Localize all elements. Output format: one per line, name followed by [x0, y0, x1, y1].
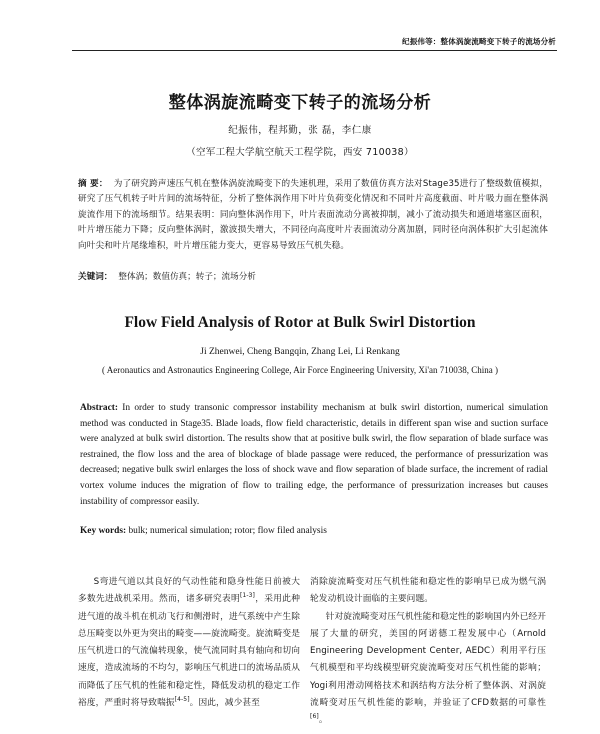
abstract-chinese [78, 177, 548, 254]
keywords-english [80, 526, 548, 536]
authors-english: Ji Zhenwei, Cheng Bangqin, Zhang Lei, Li Renkang [200, 347, 400, 357]
body-text: 。 [318, 715, 328, 726]
body-text: 针对旋流畸变对压气机性能和稳定性的影响国内外已经开展了大量的研究，美国的阿诺德工程发展中心（Arnold Engineering Development Center, AEDC）利用平行压气机模型和平均线模型研究旋流畸变对压气机性能的影响；Yogi利用滑动网格技术和涡结构方法分析了整体涡、对涡旋流畸变对压气机性能的影响，并验证了CFD数据的可靠性 [310, 611, 546, 709]
affiliation-chinese: （空军工程大学航空航天工程学院，西安 710038） [186, 147, 414, 158]
title-chinese: 整体涡旋流畸变下转子的流场分析 [168, 93, 432, 113]
body-paragraph: 消除旋流畸变对压气机性能和稳定性的影响早已成为燃气涡轮发动机设计面临的主要问题。 [310, 577, 546, 605]
keywords-english-label: Key words: [80, 526, 127, 536]
abstract-english-label: Abstract: [80, 403, 119, 413]
citation: [4-5] [174, 696, 190, 704]
abstract-english-text: In order to study transonic compressor instability mechanism at bulk swirl distortion, numerical simulation method was conducted in Stage35. Blade loads, flow field characteristic, details in different span wise and suction surface were analyzed at bulk swirl distortion. The results show that at positive bulk swirl, the flow separation of blade surface was restrained, the flow loss and the area of blockage of blade passage were reduced, the performance of pressurization was decreased; negative bulk swirl enlarges the loss of shock wave and flow separation of blade surface, the increment of radial vortex volume induces the migration of flow to trailing edge, the performance of pressurization increases but causes instability of compressor easily. [80, 403, 548, 507]
abstract-english [80, 401, 548, 510]
citation: [1-3] [240, 592, 255, 600]
header-rule [72, 50, 557, 51]
keywords-chinese [78, 270, 548, 282]
body-paragraph [78, 574, 300, 712]
keywords-chinese-text: 整体涡；数值仿真；转子；流场分析 [118, 272, 256, 282]
abstract-chinese-text: 为了研究跨声速压气机在整体涡旋流畸变下的失速机理，采用了数值仿真方法对Stage35进行了整级数值模拟，研究了压气机转子叶片间的流场特征，分析了整体涡作用下叶片负荷变化情况和不同叶片高度截面、叶片吸力面在整体涡旋流作用下的流场细节。结果表明：同向整体涡作用下，叶片表面流动分离被抑制，减小了流动损失和通道堵塞区面积，叶片增压能力下降；反向整体涡时，激波损失增大，不同径向高度叶片表面流动分离加剧，同时径向涡体积扩大引起流体向叶尖和叶片尾缘堆积，叶片增压能力变大，更容易导致压气机失稳。 [78, 179, 548, 251]
authors-chinese: 纪振伟，程邦勤，张 磊，李仁康 [228, 125, 372, 136]
abstract-chinese-label: 摘 要： [78, 179, 108, 189]
keywords-english-text: bulk; numerical simulation; rotor; flow filed analysis [128, 526, 327, 536]
body-text: S弯进气道以其良好的气动性能和隐身性能日前被大多数先进战机采用。然而，诸多研究表明 [78, 577, 300, 605]
running-header: 纪振伟等：整体涡旋流畸变下转子的流场分析 [402, 37, 556, 46]
citation: [6] [310, 713, 319, 721]
body-paragraph [310, 609, 546, 730]
title-english: Flow Field Analysis of Rotor at Bulk Swirl Distortion [124, 314, 476, 331]
body-text: 。因此，减少甚至 [189, 698, 260, 709]
keywords-chinese-label: 关键词： [78, 272, 113, 282]
affiliation-english: ( Aeronautics and Astronautics Engineering College, Air Force Engineering University, Xi'an 710038, China ) [102, 365, 498, 375]
body-column-right [310, 574, 546, 730]
body-text: ，采用此种进气道的战斗机在机动飞行和侧滑时，进气系统中产生除总压畸变以外更为突出的畸变——旋流畸变。旋流畸变是压气机进口的气流偏转现象，使气流同时具有轴向和切向速度，造成流场的不均匀，影响压气机进口的流场品质从而降低了压气机的性能和稳定性，降低发动机的稳定工作裕度，严重时将导致喘振 [78, 594, 301, 709]
body-column-left [78, 574, 300, 712]
